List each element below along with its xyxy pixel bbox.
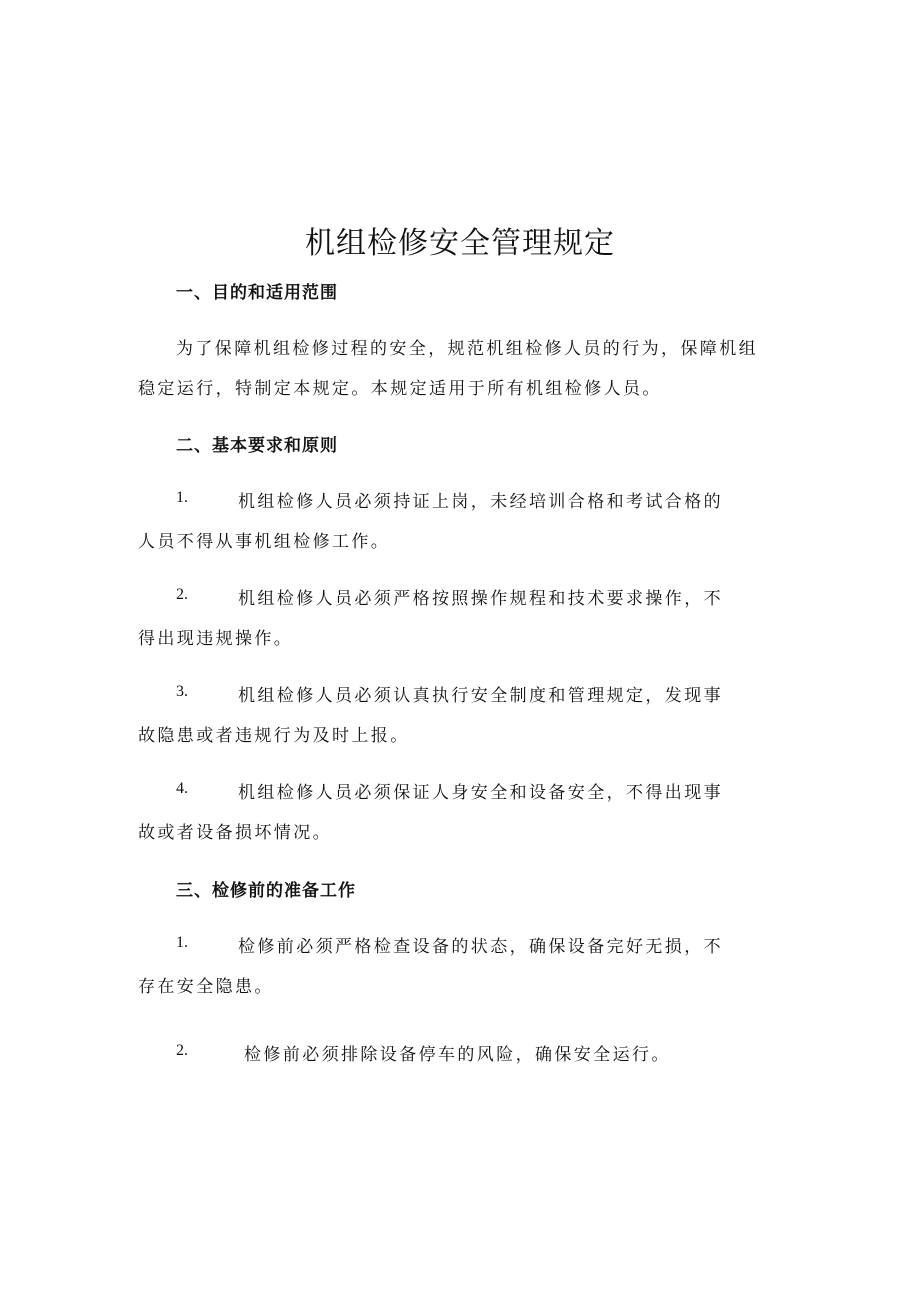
list-item-line: 人员不得从事机组检修工作。 <box>138 532 391 552</box>
section-heading-preparation: 三、检修前的准备工作 <box>176 881 356 901</box>
section-heading-requirements: 二、基本要求和原则 <box>176 436 338 456</box>
list-item-line: 机组检修人员必须严格按照操作规程和技术要求操作，不 <box>238 589 723 609</box>
list-item-line: 存在安全隐患。 <box>138 977 274 997</box>
paragraph-line: 为了保障机组检修过程的安全，规范机组检修人员的行为，保障机组 <box>176 339 758 359</box>
list-item-number: 2. <box>176 586 188 603</box>
section-heading-purpose: 一、目的和适用范围 <box>176 283 338 303</box>
document-title: 机组检修安全管理规定 <box>305 226 615 261</box>
list-item-line: 检修前必须严格检查设备的状态，确保设备完好无损，不 <box>238 937 723 957</box>
list-item-line: 得出现违规操作。 <box>138 629 294 649</box>
list-item-number: 2. <box>176 1042 188 1059</box>
list-item-line: 故或者设备损坏情况。 <box>138 823 332 843</box>
list-item-number: 1. <box>176 934 188 951</box>
list-item-number: 4. <box>176 780 188 797</box>
list-item-line: 机组检修人员必须持证上岗，未经培训合格和考试合格的 <box>238 492 723 512</box>
list-item-line: 故隐患或者违规行为及时上报。 <box>138 726 410 746</box>
list-item-number: 1. <box>176 489 188 506</box>
list-item-line: 机组检修人员必须保证人身安全和设备安全，不得出现事 <box>238 783 723 803</box>
list-item-line: 机组检修人员必须认真执行安全制度和管理规定，发现事 <box>238 686 723 706</box>
paragraph-line: 稳定运行，特制定本规定。本规定适用于所有机组检修人员。 <box>138 379 662 399</box>
list-item-number: 3. <box>176 683 188 700</box>
list-item-line: 检修前必须排除设备停车的风险，确保安全运行。 <box>244 1045 671 1065</box>
